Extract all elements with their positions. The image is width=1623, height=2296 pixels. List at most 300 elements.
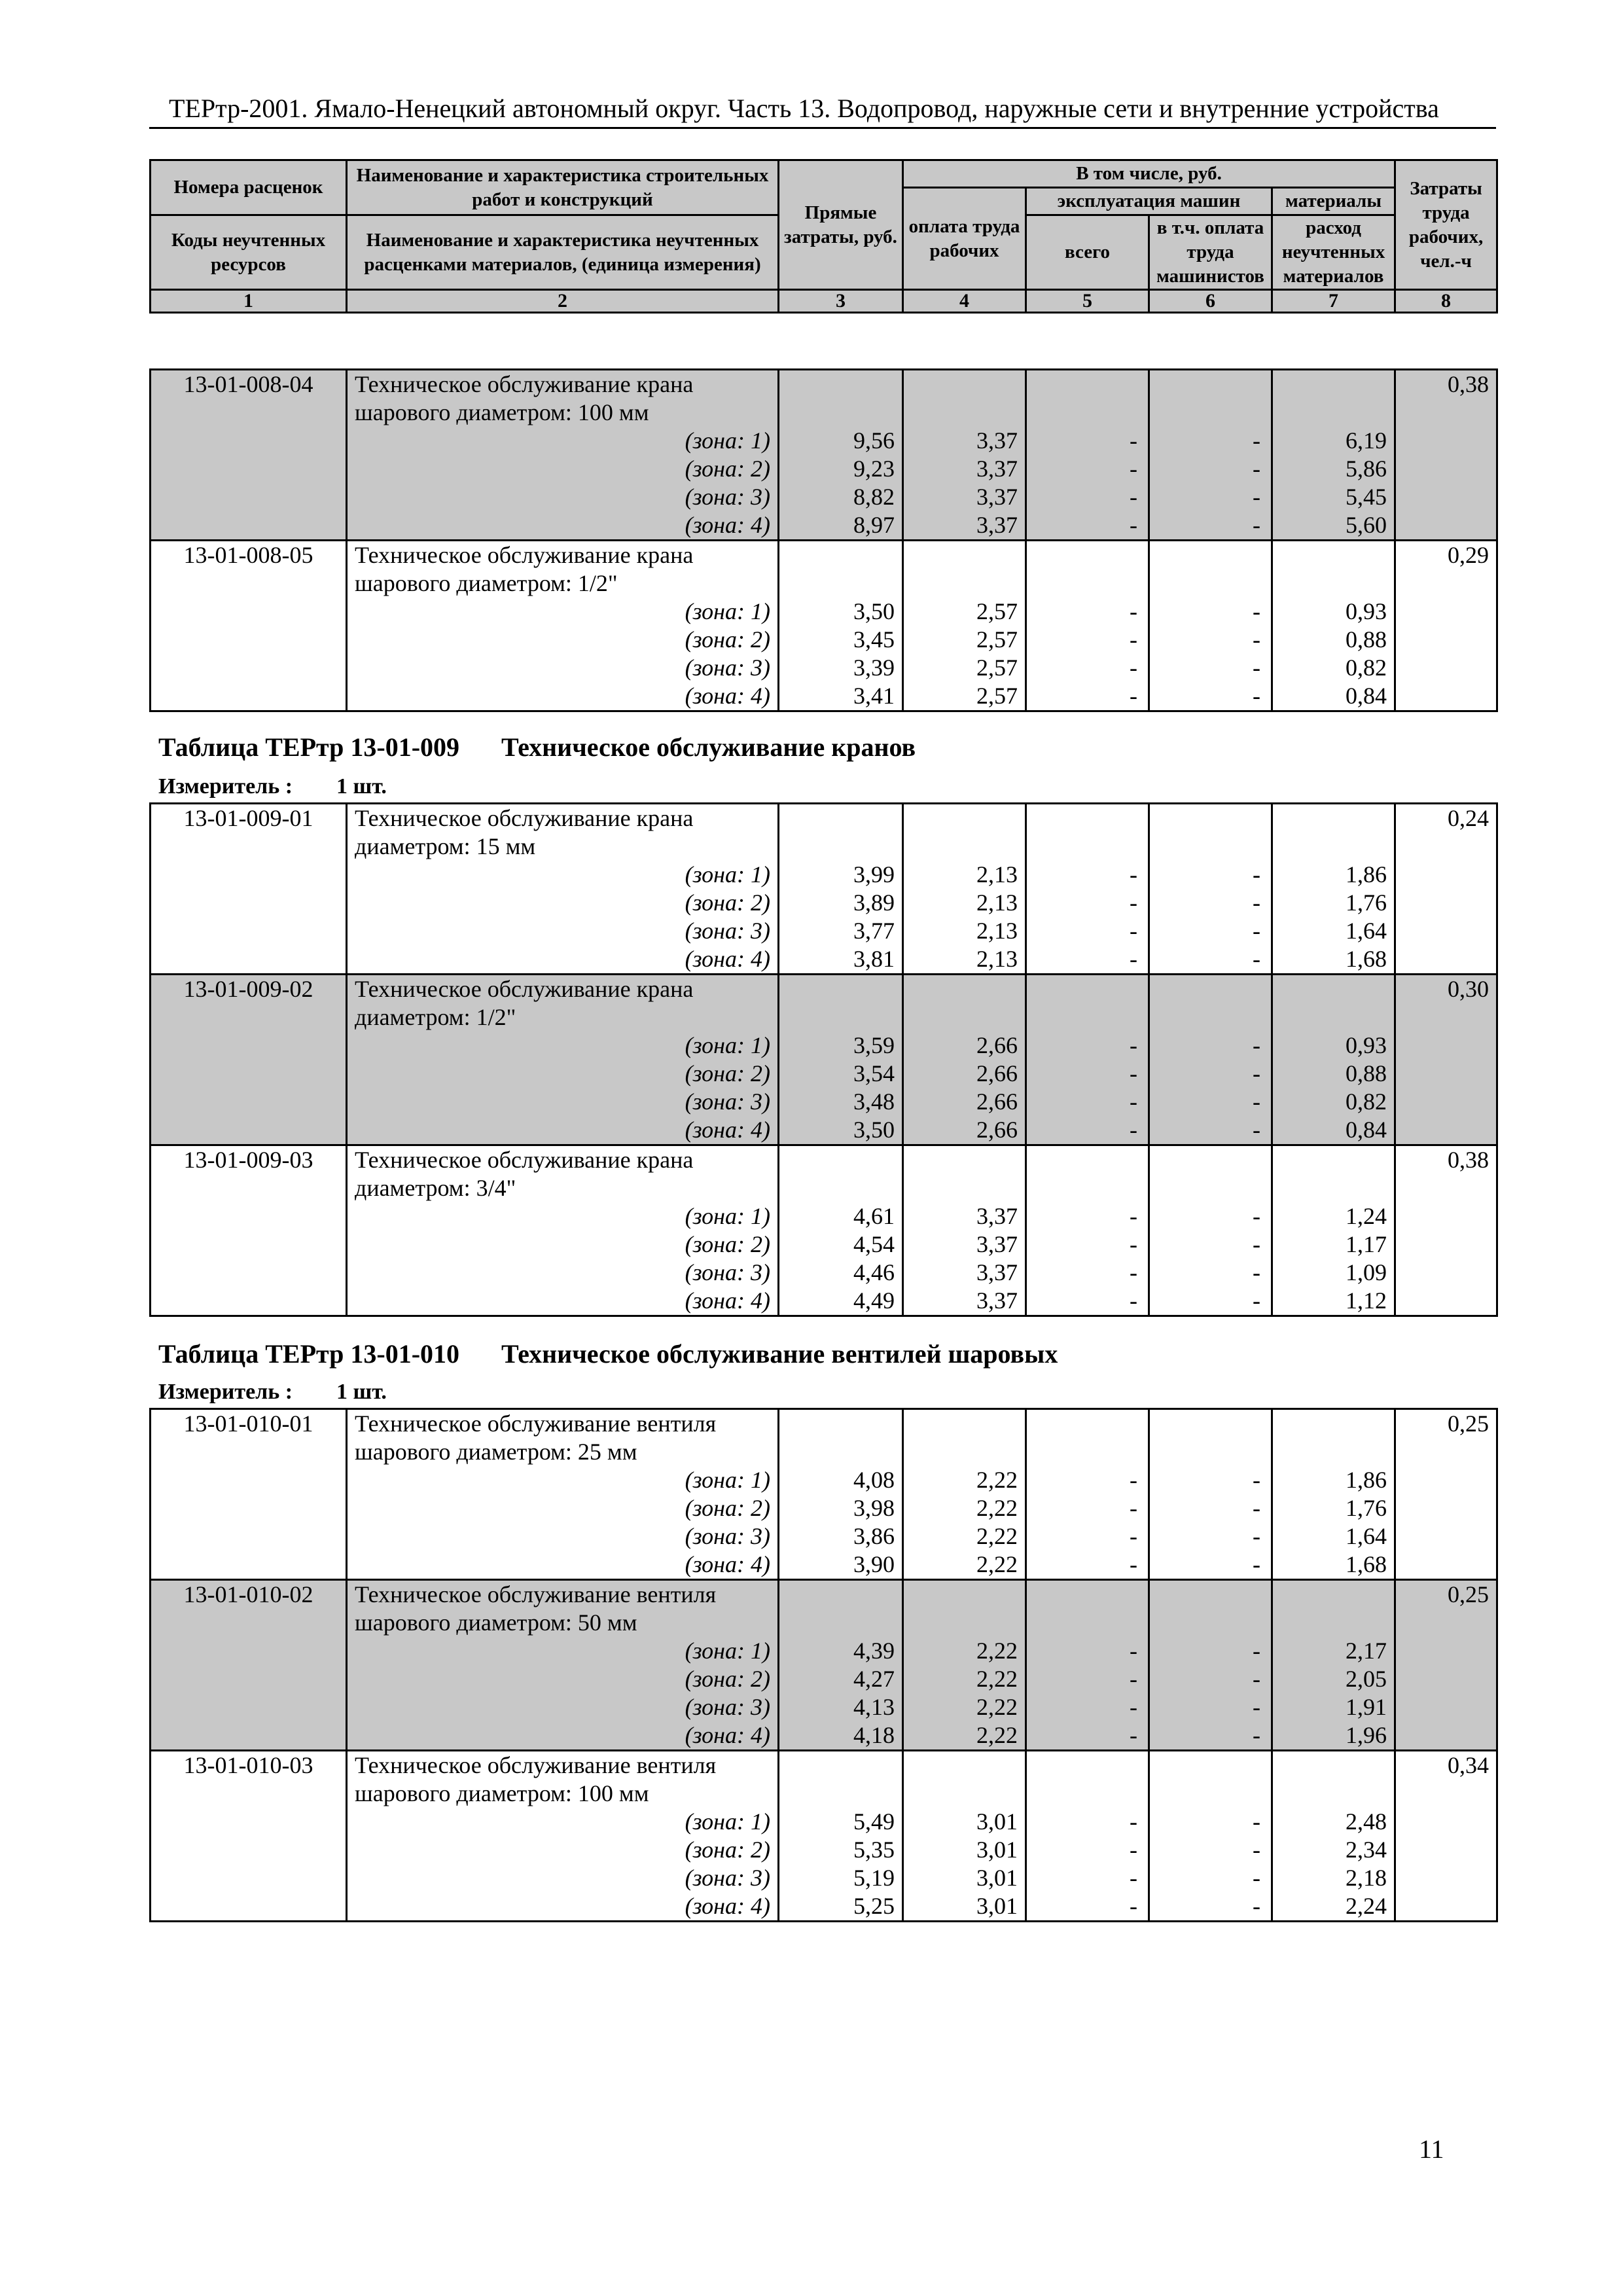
table-row <box>151 541 1497 570</box>
empty-cell <box>1395 1864 1497 1892</box>
empty-cell <box>1272 1438 1395 1466</box>
empty-cell <box>151 1864 347 1892</box>
materials-cost: 1,96 <box>1272 1721 1395 1751</box>
table-row <box>151 1637 1497 1665</box>
direct-cost: 4,13 <box>779 1693 903 1721</box>
labor-pay: 2,22 <box>903 1637 1026 1665</box>
materials-cost: 1,12 <box>1272 1287 1395 1316</box>
machines-total: - <box>1026 1864 1149 1892</box>
empty-cell <box>903 1580 1026 1609</box>
machinist-pay: - <box>1149 626 1272 654</box>
empty-cell <box>151 1808 347 1836</box>
machinist-pay: - <box>1149 917 1272 945</box>
empty-cell <box>1395 1174 1497 1202</box>
empty-cell <box>151 1836 347 1864</box>
machinist-pay: - <box>1149 682 1272 711</box>
labor-pay: 2,66 <box>903 1116 1026 1145</box>
materials-cost: 1,76 <box>1272 1494 1395 1522</box>
empty-cell <box>1272 569 1395 598</box>
empty-cell <box>1026 1174 1149 1202</box>
col2-header-top: Наименование и характеристика строительных работ и конструкций <box>347 160 779 215</box>
meter-value: 1 шт. <box>336 774 387 798</box>
labor-pay: 3,37 <box>903 511 1026 541</box>
empty-cell <box>151 1031 347 1060</box>
empty-cell <box>1149 1174 1272 1202</box>
zone-label: (зона: 4) <box>347 511 779 541</box>
empty-cell <box>1026 975 1149 1004</box>
empty-cell <box>151 1174 347 1202</box>
labor-pay: 2,22 <box>903 1466 1026 1494</box>
rates-table <box>149 802 1498 1317</box>
empty-cell <box>1026 569 1149 598</box>
empty-cell <box>1395 1003 1497 1031</box>
empty-cell <box>1149 1580 1272 1609</box>
empty-cell <box>151 682 347 711</box>
table-row <box>151 1721 1497 1751</box>
table-row <box>151 833 1497 861</box>
direct-cost: 4,54 <box>779 1230 903 1259</box>
empty-cell <box>903 833 1026 861</box>
direct-cost: 3,99 <box>779 861 903 889</box>
empty-cell <box>1395 861 1497 889</box>
empty-cell <box>779 1580 903 1609</box>
empty-cell <box>151 889 347 917</box>
col-number: 2 <box>347 290 779 313</box>
empty-cell <box>1026 1780 1149 1808</box>
empty-cell <box>903 1780 1026 1808</box>
empty-cell <box>1395 1808 1497 1836</box>
meter-label: Измеритель : <box>158 774 293 798</box>
empty-cell <box>1395 1522 1497 1551</box>
work-name-line: шарового диаметром: 25 мм <box>347 1438 779 1466</box>
empty-cell <box>1272 975 1395 1004</box>
empty-cell <box>151 654 347 682</box>
machines-total: - <box>1026 511 1149 541</box>
empty-cell <box>151 833 347 861</box>
empty-cell <box>903 975 1026 1004</box>
empty-cell <box>1149 370 1272 399</box>
empty-cell <box>151 861 347 889</box>
zone-label: (зона: 2) <box>347 626 779 654</box>
zone-label: (зона: 2) <box>347 1665 779 1693</box>
zone-label: (зона: 3) <box>347 1259 779 1287</box>
empty-cell <box>1395 1259 1497 1287</box>
labor-hours: 0,25 <box>1395 1409 1497 1439</box>
labor-pay: 3,01 <box>903 1836 1026 1864</box>
table-row <box>151 1259 1497 1287</box>
page-number: 11 <box>1419 2134 1444 2164</box>
table-row <box>151 1494 1497 1522</box>
zone-label: (зона: 4) <box>347 1721 779 1751</box>
labor-pay: 2,13 <box>903 889 1026 917</box>
materials-cost: 0,84 <box>1272 1116 1395 1145</box>
running-header: ТЕРтр-2001. Ямало-Ненецкий автономный округ. Часть 13. Водопровод, наружные сети и внутренние устройства <box>169 94 1439 123</box>
materials-cost: 0,88 <box>1272 1060 1395 1088</box>
labor-hours: 0,30 <box>1395 975 1497 1004</box>
machines-total: - <box>1026 455 1149 483</box>
empty-cell <box>1026 1409 1149 1439</box>
table-row <box>151 1060 1497 1088</box>
direct-cost: 3,98 <box>779 1494 903 1522</box>
empty-cell <box>1026 1609 1149 1637</box>
labor-pay: 2,22 <box>903 1721 1026 1751</box>
header-rule <box>149 127 1496 129</box>
zone-label: (зона: 2) <box>347 889 779 917</box>
direct-cost: 3,41 <box>779 682 903 711</box>
empty-cell <box>1272 1580 1395 1609</box>
empty-cell <box>779 1780 903 1808</box>
labor-pay: 3,01 <box>903 1892 1026 1922</box>
rate-code: 13-01-008-05 <box>151 541 347 570</box>
table-row <box>151 682 1497 711</box>
empty-cell <box>1395 455 1497 483</box>
labor-pay: 2,57 <box>903 598 1026 626</box>
table-row <box>151 427 1497 455</box>
zone-label: (зона: 1) <box>347 1031 779 1060</box>
machine-exploitation-header: эксплуатация машин <box>1026 188 1272 215</box>
direct-cost: 4,49 <box>779 1287 903 1316</box>
direct-cost: 5,19 <box>779 1864 903 1892</box>
table-row <box>151 511 1497 541</box>
machines-total: - <box>1026 1202 1149 1230</box>
labor-pay: 3,01 <box>903 1808 1026 1836</box>
empty-cell <box>903 1174 1026 1202</box>
machines-total: - <box>1026 861 1149 889</box>
machines-total: - <box>1026 1060 1149 1088</box>
materials-cost: 1,91 <box>1272 1693 1395 1721</box>
empty-cell <box>1395 945 1497 975</box>
empty-cell <box>151 1230 347 1259</box>
table-row <box>151 1116 1497 1145</box>
table-row <box>151 1780 1497 1808</box>
labor-pay: 2,57 <box>903 682 1026 711</box>
machinist-pay: - <box>1149 1202 1272 1230</box>
machinist-pay: - <box>1149 1665 1272 1693</box>
machinist-pay: - <box>1149 598 1272 626</box>
zone-label: (зона: 3) <box>347 483 779 511</box>
empty-cell <box>1272 804 1395 833</box>
work-name-line: Техническое обслуживание вентиля <box>347 1751 779 1780</box>
empty-cell <box>151 1088 347 1116</box>
machinist-pay: - <box>1149 1466 1272 1494</box>
labor-pay: 2,22 <box>903 1494 1026 1522</box>
zone-label: (зона: 4) <box>347 945 779 975</box>
table-column-header <box>149 159 1498 314</box>
work-name-line: шарового диаметром: 100 мм <box>347 1780 779 1808</box>
empty-cell <box>1395 654 1497 682</box>
table-row <box>151 1580 1497 1609</box>
materials-cost: 0,93 <box>1272 598 1395 626</box>
machines-total: - <box>1026 1259 1149 1287</box>
zone-label: (зона: 1) <box>347 1466 779 1494</box>
machines-total: - <box>1026 1836 1149 1864</box>
table-row <box>151 1522 1497 1551</box>
empty-cell <box>1395 598 1497 626</box>
col-number: 4 <box>903 290 1026 313</box>
empty-cell <box>151 1693 347 1721</box>
machinist-pay: - <box>1149 1836 1272 1864</box>
machinist-pay: - <box>1149 1494 1272 1522</box>
machinist-pay: - <box>1149 1721 1272 1751</box>
labor-pay: 3,37 <box>903 483 1026 511</box>
zone-label: (зона: 1) <box>347 598 779 626</box>
empty-cell <box>1026 1145 1149 1175</box>
empty-cell <box>1395 917 1497 945</box>
empty-cell <box>151 1609 347 1637</box>
table-row <box>151 1174 1497 1202</box>
work-name-line: Техническое обслуживание крана <box>347 541 779 570</box>
machines-total: - <box>1026 1287 1149 1316</box>
machines-total-header: всего <box>1026 215 1149 290</box>
empty-cell <box>1149 1751 1272 1780</box>
labor-pay: 2,66 <box>903 1088 1026 1116</box>
machines-total: - <box>1026 1693 1149 1721</box>
empty-cell <box>1395 1287 1497 1316</box>
empty-cell <box>151 917 347 945</box>
table-title <box>158 1338 1058 1370</box>
materials-cost: 1,09 <box>1272 1259 1395 1287</box>
empty-cell <box>151 1287 347 1316</box>
table-title-text: Техническое обслуживание вентилей шаровых <box>501 1339 1058 1369</box>
labor-pay: 3,37 <box>903 1202 1026 1230</box>
labor-hours: 0,24 <box>1395 804 1497 833</box>
direct-cost: 3,90 <box>779 1551 903 1580</box>
empty-cell <box>1149 1780 1272 1808</box>
labor-costs-header: Затраты труда рабочих, чел.-ч <box>1395 160 1497 290</box>
materials-cost: 0,93 <box>1272 1031 1395 1060</box>
empty-cell <box>1395 1721 1497 1751</box>
labor-pay: 2,22 <box>903 1551 1026 1580</box>
zone-label: (зона: 3) <box>347 1864 779 1892</box>
empty-cell <box>1272 1609 1395 1637</box>
empty-cell <box>151 945 347 975</box>
machines-total: - <box>1026 1116 1149 1145</box>
empty-cell <box>151 1438 347 1466</box>
table-row <box>151 861 1497 889</box>
empty-cell <box>779 569 903 598</box>
materials-cost: 0,82 <box>1272 654 1395 682</box>
empty-cell <box>1395 569 1497 598</box>
table-row <box>151 917 1497 945</box>
machinist-pay: - <box>1149 861 1272 889</box>
labor-pay: 2,13 <box>903 861 1026 889</box>
col-number: 7 <box>1272 290 1395 313</box>
table-row <box>151 945 1497 975</box>
materials-cost: 2,48 <box>1272 1808 1395 1836</box>
empty-cell <box>1272 1409 1395 1439</box>
materials-cost: 0,84 <box>1272 682 1395 711</box>
machines-total: - <box>1026 1637 1149 1665</box>
table-row <box>151 1751 1497 1780</box>
col-number: 6 <box>1149 290 1272 313</box>
materials-cost: 5,45 <box>1272 483 1395 511</box>
empty-cell <box>1272 1751 1395 1780</box>
direct-cost: 9,23 <box>779 455 903 483</box>
machines-total: - <box>1026 483 1149 511</box>
empty-cell <box>151 1466 347 1494</box>
empty-cell <box>1026 399 1149 427</box>
empty-cell <box>1395 1892 1497 1922</box>
empty-cell <box>151 483 347 511</box>
empty-cell <box>1026 541 1149 570</box>
empty-cell <box>779 1003 903 1031</box>
labor-pay: 3,37 <box>903 1230 1026 1259</box>
in-total-header: В том числе, руб. <box>903 160 1395 188</box>
table-row <box>151 1609 1497 1637</box>
direct-cost: 3,50 <box>779 1116 903 1145</box>
machinist-pay: - <box>1149 945 1272 975</box>
zone-label: (зона: 1) <box>347 1202 779 1230</box>
empty-cell <box>1272 541 1395 570</box>
labor-hours: 0,38 <box>1395 370 1497 399</box>
empty-cell <box>1395 626 1497 654</box>
empty-cell <box>151 399 347 427</box>
materials-cost: 1,68 <box>1272 945 1395 975</box>
empty-cell <box>1026 370 1149 399</box>
empty-cell <box>151 1494 347 1522</box>
materials-cost: 0,82 <box>1272 1088 1395 1116</box>
zone-label: (зона: 3) <box>347 917 779 945</box>
direct-cost: 5,25 <box>779 1892 903 1922</box>
materials-cost: 2,05 <box>1272 1665 1395 1693</box>
empty-cell <box>1026 1003 1149 1031</box>
direct-cost: 3,77 <box>779 917 903 945</box>
zone-label: (зона: 1) <box>347 1808 779 1836</box>
labor-pay: 2,66 <box>903 1060 1026 1088</box>
machines-total: - <box>1026 654 1149 682</box>
labor-hours: 0,29 <box>1395 541 1497 570</box>
materials-cost: 1,64 <box>1272 917 1395 945</box>
materials-cost: 1,24 <box>1272 1202 1395 1230</box>
empty-cell <box>1395 483 1497 511</box>
direct-cost: 4,61 <box>779 1202 903 1230</box>
work-name-line: шарового диаметром: 100 мм <box>347 399 779 427</box>
labor-hours: 0,38 <box>1395 1145 1497 1175</box>
machines-total: - <box>1026 1522 1149 1551</box>
machinist-pay: - <box>1149 455 1272 483</box>
empty-cell <box>1395 1551 1497 1580</box>
zone-label: (зона: 3) <box>347 1088 779 1116</box>
empty-cell <box>1149 1438 1272 1466</box>
table-row <box>151 975 1497 1004</box>
direct-cost: 3,54 <box>779 1060 903 1088</box>
empty-cell <box>1149 1409 1272 1439</box>
labor-pay: 3,37 <box>903 427 1026 455</box>
direct-cost: 8,82 <box>779 483 903 511</box>
empty-cell <box>1395 511 1497 541</box>
table-row <box>151 598 1497 626</box>
machinist-pay: - <box>1149 1551 1272 1580</box>
machinist-pay: - <box>1149 427 1272 455</box>
direct-cost: 4,27 <box>779 1665 903 1693</box>
empty-cell <box>151 1259 347 1287</box>
empty-cell <box>1395 1060 1497 1088</box>
empty-cell <box>1149 1003 1272 1031</box>
empty-cell <box>151 1637 347 1665</box>
direct-cost: 5,49 <box>779 1808 903 1836</box>
work-name-line: Техническое обслуживание крана <box>347 804 779 833</box>
empty-cell <box>1395 1637 1497 1665</box>
empty-cell <box>151 1721 347 1751</box>
table-row <box>151 569 1497 598</box>
direct-cost: 3,48 <box>779 1088 903 1116</box>
empty-cell <box>151 626 347 654</box>
direct-cost: 9,56 <box>779 427 903 455</box>
machines-total: - <box>1026 1088 1149 1116</box>
machines-total: - <box>1026 427 1149 455</box>
empty-cell <box>151 598 347 626</box>
col2-header-bottom: Наименование и характеристика неучтенных расценками материалов, (единица измерения) <box>347 215 779 290</box>
empty-cell <box>1395 1031 1497 1060</box>
zone-label: (зона: 2) <box>347 1836 779 1864</box>
empty-cell <box>151 1551 347 1580</box>
work-name-line: Техническое обслуживание вентиля <box>347 1580 779 1609</box>
materials-cost: 1,17 <box>1272 1230 1395 1259</box>
empty-cell <box>151 1780 347 1808</box>
machinist-pay: - <box>1149 1864 1272 1892</box>
zone-label: (зона: 2) <box>347 455 779 483</box>
machinist-pay: - <box>1149 1230 1272 1259</box>
machines-total: - <box>1026 626 1149 654</box>
direct-cost: 4,46 <box>779 1259 903 1287</box>
machinist-pay: - <box>1149 1060 1272 1088</box>
machinist-pay: - <box>1149 1522 1272 1551</box>
empty-cell <box>1395 1202 1497 1230</box>
rate-code: 13-01-010-03 <box>151 1751 347 1780</box>
empty-cell <box>903 370 1026 399</box>
table-row <box>151 1003 1497 1031</box>
empty-cell <box>779 1174 903 1202</box>
table-row <box>151 1031 1497 1060</box>
table-row <box>151 483 1497 511</box>
rate-code: 13-01-009-03 <box>151 1145 347 1175</box>
table-row <box>151 1145 1497 1175</box>
empty-cell <box>1395 889 1497 917</box>
empty-cell <box>1272 1003 1395 1031</box>
empty-cell <box>151 569 347 598</box>
rate-code: 13-01-009-01 <box>151 804 347 833</box>
zone-label: (зона: 4) <box>347 1116 779 1145</box>
work-name-line: шарового диаметром: 1/2" <box>347 569 779 598</box>
empty-cell <box>151 511 347 541</box>
materials-cost: 6,19 <box>1272 427 1395 455</box>
rates-table <box>149 368 1498 712</box>
machinist-pay: - <box>1149 1637 1272 1665</box>
machines-total: - <box>1026 1665 1149 1693</box>
machines-total: - <box>1026 889 1149 917</box>
table-row <box>151 1665 1497 1693</box>
table-row <box>151 1864 1497 1892</box>
labor-pay: 2,66 <box>903 1031 1026 1060</box>
materials-cost: 2,24 <box>1272 1892 1395 1922</box>
work-name-line: шарового диаметром: 50 мм <box>347 1609 779 1637</box>
table-row <box>151 399 1497 427</box>
col1-header-bottom: Коды неучтенных ресурсов <box>151 215 347 290</box>
machinist-pay: - <box>1149 1287 1272 1316</box>
labor-pay: 3,37 <box>903 455 1026 483</box>
labor-pay: 3,37 <box>903 1259 1026 1287</box>
empty-cell <box>1272 399 1395 427</box>
labor-pay: 2,57 <box>903 654 1026 682</box>
empty-cell <box>779 1438 903 1466</box>
empty-cell <box>1395 1438 1497 1466</box>
empty-cell <box>1272 1174 1395 1202</box>
empty-cell <box>1272 1145 1395 1175</box>
direct-cost: 4,39 <box>779 1637 903 1665</box>
machines-total: - <box>1026 1494 1149 1522</box>
empty-cell <box>1395 1609 1497 1637</box>
col-number: 5 <box>1026 290 1149 313</box>
